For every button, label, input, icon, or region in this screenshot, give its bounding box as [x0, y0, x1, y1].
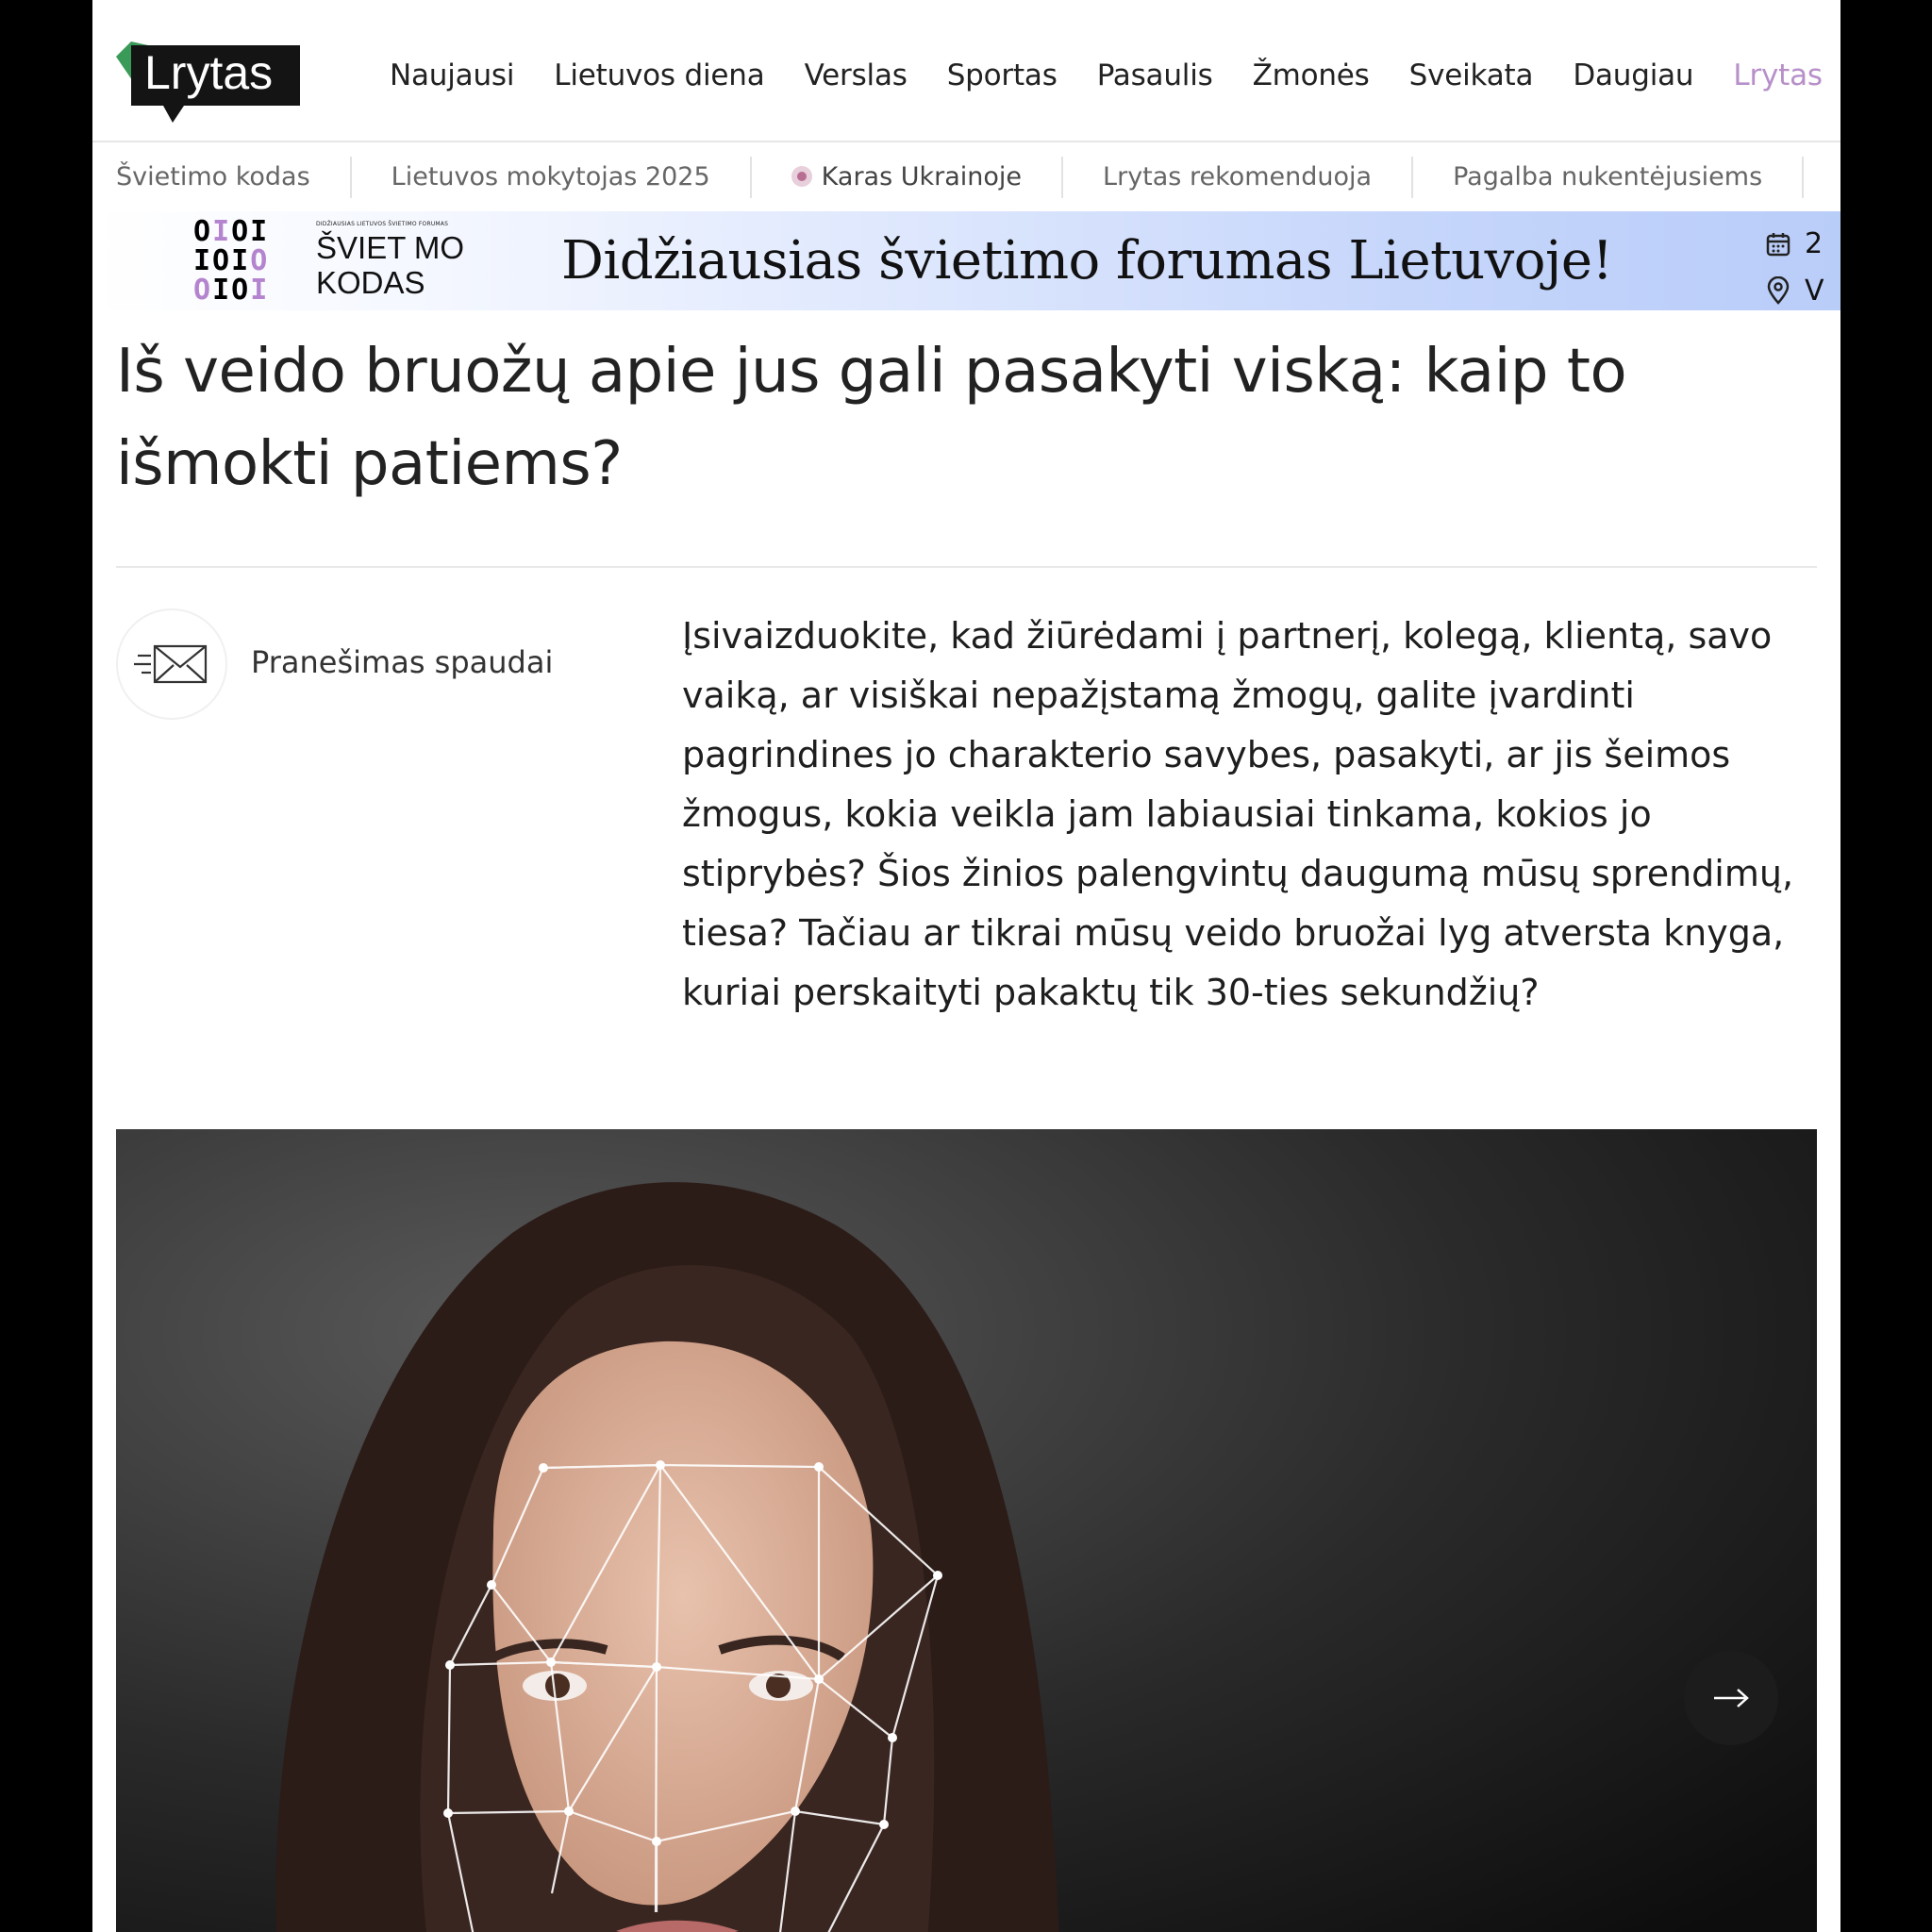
binary-logo-icon: OIOI IOIO OIOI [193, 215, 270, 307]
live-dot-icon [791, 166, 812, 187]
logo-text: Lrytas [144, 46, 274, 99]
banner-small-caption: DIDŽIAUSIAS LIETUVOS ŠVIETIMO FORUMAS [316, 221, 449, 227]
article-hero-image[interactable] [116, 1129, 1817, 1932]
nav-item-lrytas[interactable]: Lrytas [1733, 58, 1823, 92]
author-name[interactable]: Pranešimas spaudai [251, 644, 554, 680]
article-title: Iš veido bruožų apie jus gali pasakyti viską: kaip to išmokti patiems? [116, 337, 1627, 499]
banner-meta [1765, 221, 1824, 315]
sub-nav-label: Pagalba nukentėjusiems [1453, 161, 1763, 192]
envelope-icon [134, 641, 209, 688]
nav-item-zmones[interactable]: Žmonės [1252, 58, 1370, 92]
sub-nav-item-svietimo-kodas[interactable] [116, 157, 352, 198]
banner-brand-line2: KODAS [316, 265, 425, 300]
nav-item-sportas[interactable]: Sportas [946, 58, 1058, 92]
sub-nav [92, 142, 1840, 211]
calendar-icon [1765, 231, 1791, 258]
next-image-button[interactable] [1684, 1651, 1778, 1745]
sub-nav-label: Švietimo kodas [116, 161, 310, 192]
sub-nav-item-lietuvos-mokytojas[interactable] [352, 157, 752, 198]
divider [116, 566, 1817, 568]
banner-brand [316, 221, 464, 300]
nav-item-pasaulis[interactable]: Pasaulis [1096, 58, 1213, 92]
main-nav [390, 58, 1840, 92]
author-avatar[interactable] [116, 608, 227, 720]
banner-date: 2 [1805, 227, 1824, 260]
svietimo-kodas-banner[interactable] [92, 211, 1840, 310]
site-header [92, 0, 1840, 142]
sub-nav-item-pagalba[interactable] [1413, 157, 1804, 198]
page [92, 0, 1840, 1932]
site-logo[interactable] [116, 36, 324, 123]
sub-nav-label: Lietuvos mokytojas 2025 [391, 161, 710, 192]
nav-item-daugiau[interactable]: Daugiau [1573, 58, 1694, 92]
location-pin-icon [1765, 276, 1791, 305]
nav-item-sveikata[interactable]: Sveikata [1408, 58, 1534, 92]
sub-nav-item-karas-ukrainoje[interactable] [752, 157, 1063, 198]
article-lead: Įsivaizduokite, kad žiūrėdami į partnerį, kolegą, klientą, savo vaiką, ar visiškai nepažįstamą žmogų, galite įvardinti pagrindines jo charakterio savybes, pasakyti, ar jis šeimos žmogus, kokia veikla jam labiausiai tinkama, kokios jo stiprybės? Šios žinios palengvintų daugumą mūsų sprendimų, tiesa? Tačiau ar tikrai mūsų veido bruožai lyg atversta knyga, kuriai perskaityti pakaktų tik 30-ties sekundžių? [682, 615, 1794, 1013]
sub-nav-item-lrytas-rekomenduoja[interactable] [1063, 157, 1413, 198]
banner-place: V [1805, 275, 1824, 308]
nav-item-lietuvos-diena[interactable]: Lietuvos diena [554, 58, 765, 92]
sub-nav-label: Lrytas rekomenduoja [1103, 161, 1373, 192]
banner-headline: Didžiausias švietimo forumas Lietuvoje! [561, 230, 1613, 291]
nav-item-naujausi[interactable]: Naujausi [390, 58, 515, 92]
sub-nav-label: Karas Ukrainoje [821, 161, 1023, 192]
banner-brand-line1: ŠVIET MO [316, 230, 465, 265]
arrow-right-icon [1712, 1687, 1750, 1709]
nav-item-verslas[interactable]: Verslas [804, 58, 908, 92]
